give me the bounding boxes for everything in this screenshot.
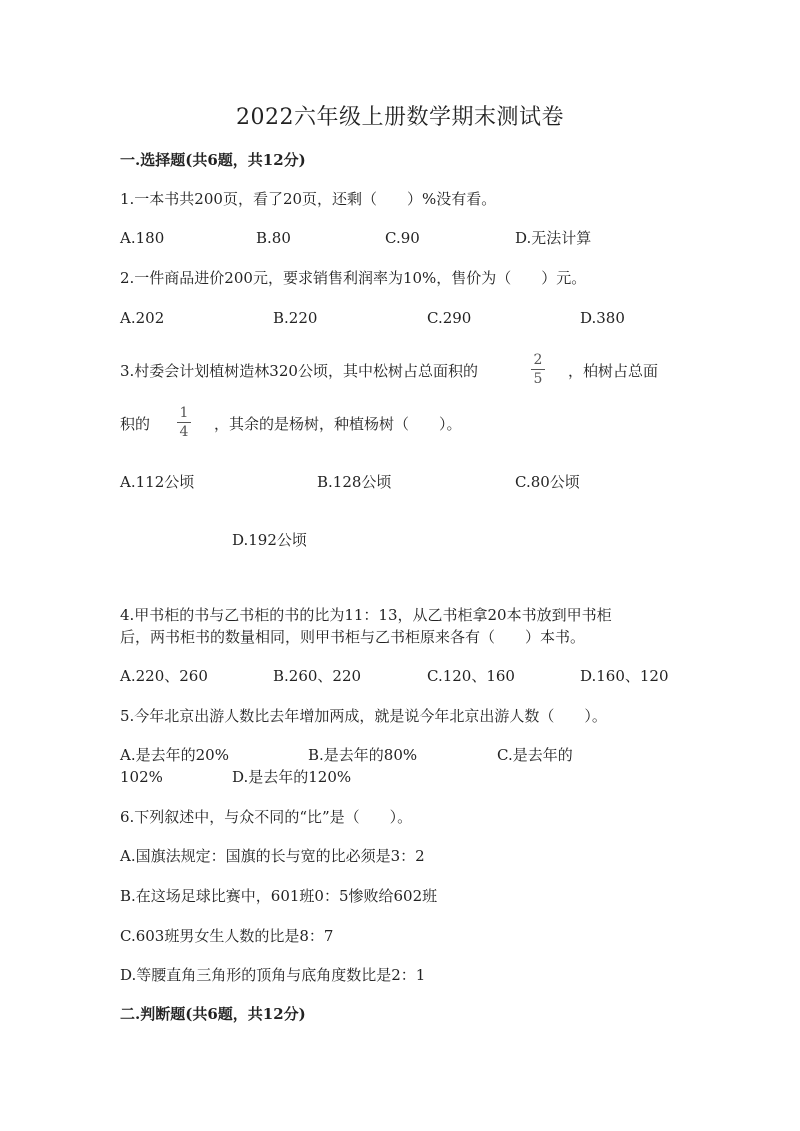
question-3-stem-part2: ，柏树占总面 (568, 362, 659, 380)
question-3-option-b: B.128公顷 (317, 473, 392, 491)
question-2-stem: 2.一件商品进价200元，要求销售利润率为10%，售价为（ ）元。 (120, 269, 587, 287)
question-2-option-d: D.380 (580, 309, 625, 327)
question-5-option-b: B.是去年的80% (308, 746, 418, 764)
fraction-numerator: 1 (179, 405, 189, 421)
question-4-stem-line1: 4.甲书柜的书与乙书柜的书的比为11：13，从乙书柜拿20本书放到甲书柜 (120, 606, 612, 624)
section-heading-choice: 一.选择题(共6题，共12分) (120, 151, 306, 169)
question-6-option-a: A.国旗法规定：国旗的长与宽的比必须是3：2 (120, 847, 425, 865)
question-6-stem: 6.下列叙述中，与众不同的“比”是（ ）。 (120, 808, 413, 826)
question-5-option-d: D.是去年的120% (232, 768, 352, 786)
question-3-stem-part1: 3.村委会计划植树造林320公顷，其中松树占总面积的 (120, 362, 478, 380)
fraction-two-fifths (528, 352, 548, 387)
fraction-one-quarter (174, 405, 194, 440)
question-2-option-b: B.220 (273, 309, 318, 327)
question-2-option-a: A.202 (120, 309, 165, 327)
question-3-option-c: C.80公顷 (515, 473, 580, 491)
page-title: 2022六年级上册数学期末测试卷 (236, 105, 564, 130)
question-5-stem: 5.今年北京出游人数比去年增加两成，就是说今年北京出游人数（ ）。 (120, 707, 607, 725)
question-5-option-c-continued: 102% (120, 768, 163, 786)
question-6-option-d: D.等腰直角三角形的顶角与底角度数比是2：1 (120, 966, 426, 984)
section-heading-judgement: 二.判断题(共6题，共12分) (120, 1005, 306, 1023)
question-6-option-b: B.在这场足球比赛中，601班0：5惨败给602班 (120, 887, 438, 905)
question-4-option-a: A.220、260 (120, 667, 208, 685)
question-1-option-a: A.180 (120, 229, 165, 247)
question-1-option-c: C.90 (385, 229, 420, 247)
fraction-denominator: 5 (533, 371, 543, 387)
fraction-numerator: 2 (533, 352, 543, 368)
question-1-stem: 1.一本书共200页，看了20页，还剩（ ）%没有看。 (120, 190, 497, 208)
fraction-bar (531, 369, 545, 370)
question-1-option-d: D.无法计算 (515, 229, 592, 247)
question-6-option-c: C.603班男女生人数的比是8：7 (120, 927, 334, 945)
question-1-option-b: B.80 (256, 229, 291, 247)
fraction-denominator: 4 (179, 424, 189, 440)
question-5-option-a: A.是去年的20% (120, 746, 229, 764)
question-4-option-b: B.260、220 (273, 667, 362, 685)
question-4-option-d: D.160、120 (580, 667, 669, 685)
question-5-option-c: C.是去年的 (497, 746, 573, 764)
question-2-option-c: C.290 (427, 309, 472, 327)
question-3-option-d: D.192公顷 (232, 531, 307, 549)
question-4-option-c: C.120、160 (427, 667, 515, 685)
question-3-stem-part3: 积的 (120, 415, 151, 433)
question-4-stem-line2: 后，两书柜书的数量相同，则甲书柜与乙书柜原来各有（ ）本书。 (120, 628, 586, 646)
question-3-stem-part4: ，其余的是杨树，种植杨树（ ）。 (214, 415, 462, 433)
question-3-option-a: A.112公顷 (120, 473, 195, 491)
fraction-bar (177, 422, 191, 423)
